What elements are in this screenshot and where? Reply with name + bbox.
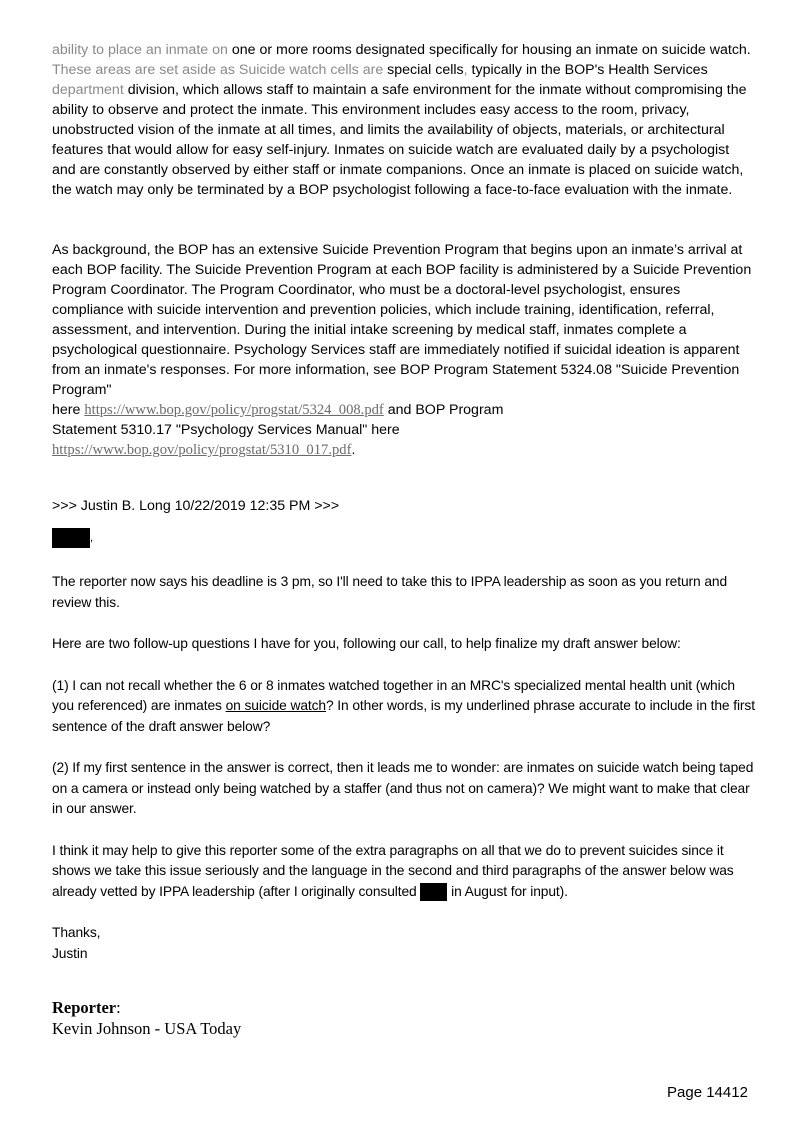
- policy-link-5324[interactable]: https://www.bop.gov/policy/progstat/5324_008.pdf: [84, 402, 384, 418]
- email-closing: Thanks,: [52, 925, 101, 940]
- text-run-gray: Suicide watch cells are: [238, 62, 384, 78]
- policy-paragraph-1: [52, 40, 752, 200]
- underlined-phrase: on suicide watch: [225, 698, 326, 713]
- reporter-name: Kevin Johnson - USA Today: [52, 1019, 242, 1038]
- policy-link-5310[interactable]: https://www.bop.gov/policy/progstat/5310_017.pdf: [52, 442, 352, 458]
- text-run: I think it may help to give this reporter some of the extra paragraphs on all that we do to prevent suicides since it shows we take this issue seriously and the language in the second and third paragraphs of the answer below was already vetted by IPPA leadership (after I originally consulted: [52, 842, 734, 899]
- reporter-colon: :: [116, 998, 121, 1017]
- text-run: in August for input).: [447, 883, 568, 899]
- greeting-line: [52, 528, 93, 550]
- text-run-gray: ability to place an inmate on: [52, 42, 228, 58]
- text-run: special cells: [383, 62, 464, 78]
- reporter-label: Reporter: [52, 998, 117, 1017]
- background-text: As background, the BOP has an extensive Suicide Prevention Program that begins upon an inmate’s arrival at each BOP facility. The Suicide Prevention Program at each BOP facility is administered by a Suicide Prevention Program Coordinator. The Program Coordinator, who must be a doctoral-level psychologist, ensures compliance with suicide intervention and prevention policies, which include training, identification, referral, assessment, and intervention. During the initial intake screening by medical staff, inmates complete a psychological questionnaire. Psychology Services staff are immediately notified if suicidal ideation is apparent from an inmate's responses. For more information, see BOP Program Statement 5324.08 "Suicide Prevention Program": [52, 242, 752, 398]
- text-run: one or more rooms designated specifically for housing an inmate on suicide watch.: [227, 42, 751, 58]
- text-run: ? In other words, is my underlined phrase accurate to include in the first sentence of the draft answer below?: [52, 698, 755, 734]
- redaction-box: [420, 883, 447, 901]
- email-para-extra: [52, 841, 757, 903]
- page-number: Page 14412: [667, 1084, 748, 1101]
- text-run: .: [351, 442, 356, 458]
- text-run-gray: ,: [463, 62, 468, 78]
- text-run: Statement 5310.17 "Psychology Services Manual" here: [52, 422, 400, 438]
- text-run: (1) I can not recall whether the 6 or 8 inmates watched together in an MRC's specialized mental health unit (which you referenced) are inmates: [52, 677, 735, 713]
- email-header: >>> Justin B. Long 10/22/2019 12:35 PM >>>: [52, 498, 340, 514]
- text-run: and BOP Program: [383, 402, 504, 418]
- redaction-box: [52, 528, 90, 548]
- email-para-questions-intro: Here are two follow-up questions I have for you, following our call, to help finalize my draft answer below:: [52, 636, 681, 651]
- email-body: [52, 572, 757, 964]
- text-run: division, which allows staff to maintain a safe environment for the inmate without compromising the ability to observe and protect the inmate. This environment includes easy access to the room, privacy, unobstructed vision of the inmate at all times, and limits the availability of objects, materials, or architectural features that would allow for easy self-injury. Inmates on suicide watch are evaluated daily by a psychologist and are constantly observed by either staff or inmate companions. Once an inmate is placed on suicide watch, the watch may only be terminated by a BOP psychologist following a face-to-face evaluation with the inmate.: [52, 82, 747, 198]
- email-para-deadline: The reporter now says his deadline is 3 pm, so I'll need to take this to IPPA leadership as soon as you return and review this.: [52, 574, 728, 610]
- text-run-gray: These areas are set aside as: [52, 62, 239, 78]
- reporter-block: [52, 998, 241, 1039]
- email-signature: Justin: [52, 945, 88, 961]
- text-run-gray: department: [52, 82, 124, 98]
- text-run: typically in the BOP's Health Services: [467, 62, 708, 78]
- policy-paragraph-2: [52, 240, 752, 460]
- email-question-1: [52, 676, 757, 738]
- text-run: here: [52, 402, 85, 418]
- greeting-comma: ,: [90, 532, 94, 544]
- email-question-2: (2) If my first sentence in the answer is correct, then it leads me to wonder: are inmates on suicide watch being taped on a camera or instead only being watched by a staffer (and thus not on camera)? We might want to make that clear in our answer.: [52, 760, 754, 816]
